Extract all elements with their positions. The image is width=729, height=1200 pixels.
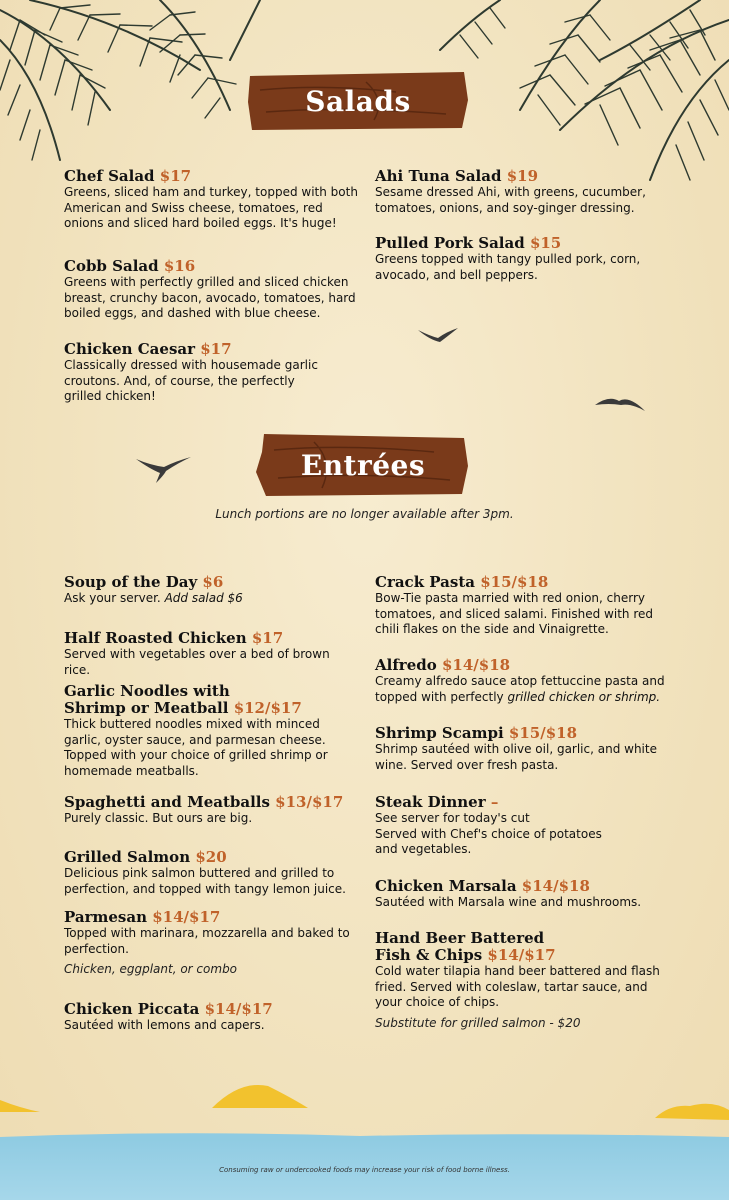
item-name: Shrimp Scampi bbox=[375, 724, 504, 742]
item-description: Bow-Tie pasta married with red onion, cherry tomatoes, and sliced salami. Finished with red chili flakes on the side and Vinaigrette. bbox=[375, 591, 653, 636]
menu-item bbox=[64, 574, 359, 630]
item-name-line2: Fish & Chips bbox=[375, 946, 483, 964]
item-description: Creamy alfredo sauce atop fettuccine pasta and topped with perfectly bbox=[375, 674, 665, 704]
item-price: $14/$17 bbox=[204, 1000, 273, 1018]
lunch-note: Lunch portions are no longer available after 3pm. bbox=[215, 507, 514, 521]
seagull-icon bbox=[595, 393, 645, 415]
item-price: – bbox=[490, 793, 499, 811]
menu-item bbox=[64, 794, 359, 849]
menu-item bbox=[375, 794, 667, 878]
entrees-right-column bbox=[375, 574, 667, 1031]
item-price: $15/$18 bbox=[480, 573, 549, 591]
item-name: Garlic Noodles with bbox=[64, 682, 230, 700]
item-name: Chicken Marsala bbox=[375, 877, 517, 895]
item-price: $14/$17 bbox=[152, 908, 221, 926]
menu-item bbox=[64, 630, 359, 683]
menu-item bbox=[375, 574, 667, 657]
rocks-decoration bbox=[0, 1078, 729, 1140]
item-price: $15 bbox=[529, 234, 562, 252]
item-subnote: Substitute for grilled salmon - $20 bbox=[375, 1015, 581, 1030]
item-description-italic: grilled chicken or shrimp. bbox=[507, 689, 661, 704]
menu-item bbox=[64, 341, 324, 405]
item-price: $17 bbox=[200, 340, 232, 358]
item-description-italic: Add salad $6 bbox=[164, 591, 243, 605]
salads-right-column bbox=[375, 168, 665, 283]
item-description-line2: Served with Chef's choice of potatoes bbox=[375, 826, 602, 841]
menu-item bbox=[64, 849, 359, 909]
item-description: Sesame dressed Ahi, with greens, cucumber, tomatoes, onions, and soy-ginger dressing. bbox=[375, 185, 646, 215]
seagull-icon bbox=[418, 326, 458, 344]
item-description: Shrimp sautéed with olive oil, garlic, and white wine. Served over fresh pasta. bbox=[375, 742, 657, 772]
item-description: Greens with perfectly grilled and sliced chicken breast, crunchy bacon, avocado, tomatoes, hard boiled eggs, and dashed with blue cheese. bbox=[64, 275, 356, 320]
seagull-icon bbox=[136, 455, 191, 485]
item-price: $14/$18 bbox=[521, 877, 590, 895]
item-price: $20 bbox=[195, 848, 227, 866]
item-description: Topped with marinara, mozzarella and baked to perfection. bbox=[64, 926, 350, 956]
salads-left-column bbox=[64, 168, 364, 405]
item-description: Served with vegetables over a bed of brown rice. bbox=[64, 647, 330, 677]
item-description: Ask your server. bbox=[64, 591, 161, 605]
item-name: Grilled Salmon bbox=[64, 848, 191, 866]
section-title-entrees: Entrées bbox=[300, 448, 426, 482]
item-name: Pulled Pork Salad bbox=[375, 234, 525, 252]
menu-item bbox=[64, 909, 359, 1001]
item-description: Purely classic. But ours are big. bbox=[64, 811, 253, 825]
item-description: Thick buttered noodles mixed with minced garlic, oyster sauce, and parmesan cheese. Topped with your choice of grilled shrimp or homemade meatballs. bbox=[64, 717, 328, 778]
entrees-heading-sign bbox=[254, 432, 472, 498]
salads-heading-sign bbox=[246, 70, 470, 132]
item-name: Chef Salad bbox=[64, 167, 155, 185]
item-price: $16 bbox=[163, 257, 196, 275]
item-description: Cold water tilapia hand beer battered and flash fried. Served with coleslaw, tartar sauce, and your choice of chips. bbox=[375, 964, 660, 1009]
item-subnote: Chicken, eggplant, or combo bbox=[64, 962, 238, 976]
item-price: $17 bbox=[159, 167, 192, 185]
menu-item bbox=[64, 683, 359, 794]
item-name: Ahi Tuna Salad bbox=[375, 167, 502, 185]
item-name: Steak Dinner bbox=[375, 793, 486, 811]
item-price: $6 bbox=[202, 573, 224, 591]
item-name: Spaghetti and Meatballs bbox=[64, 793, 270, 811]
item-price: $12/$17 bbox=[233, 699, 302, 717]
item-name: Parmesan bbox=[64, 908, 147, 926]
item-price: $13/$17 bbox=[275, 793, 344, 811]
menu-item bbox=[375, 235, 665, 283]
item-description: See server for today's cut bbox=[375, 811, 530, 825]
item-description: Sautéed with lemons and capers. bbox=[64, 1018, 265, 1032]
menu-item bbox=[64, 1001, 359, 1034]
item-price: $14/$17 bbox=[487, 946, 556, 964]
item-name: Crack Pasta bbox=[375, 573, 475, 591]
item-name: Chicken Caesar bbox=[64, 340, 196, 358]
item-name: Chicken Piccata bbox=[64, 1000, 200, 1018]
item-name: Alfredo bbox=[375, 656, 437, 674]
item-name: Soup of the Day bbox=[64, 573, 198, 591]
item-price: $17 bbox=[251, 629, 284, 647]
item-description: Greens, sliced ham and turkey, topped with both American and Swiss cheese, tomatoes, red onions and sliced hard boiled eggs. It's huge! bbox=[64, 185, 358, 230]
item-price: $19 bbox=[506, 167, 539, 185]
item-name: Cobb Salad bbox=[64, 257, 159, 275]
entrees-left-column bbox=[64, 574, 359, 1034]
item-description-line3: and vegetables. bbox=[375, 842, 472, 856]
menu-item bbox=[375, 930, 667, 1031]
item-name-line2: Shrimp or Meatball bbox=[64, 699, 229, 717]
item-price: $14/$18 bbox=[441, 656, 511, 674]
food-safety-disclaimer: Consuming raw or undercooked foods may increase your risk of food borne illness. bbox=[219, 1166, 510, 1174]
item-price: $15/$18 bbox=[508, 724, 578, 742]
menu-item bbox=[64, 168, 364, 258]
menu-item bbox=[375, 168, 665, 235]
item-description: Delicious pink salmon buttered and grilled to perfection, and topped with tangy lemon juice. bbox=[64, 866, 346, 896]
item-description: Sautéed with Marsala wine and mushrooms. bbox=[375, 895, 642, 909]
item-name: Half Roasted Chicken bbox=[64, 629, 247, 647]
menu-item bbox=[375, 878, 667, 930]
menu-item bbox=[375, 657, 667, 725]
menu-item bbox=[375, 725, 667, 794]
item-description: Classically dressed with housemade garlic croutons. And, of course, the perfectly grilled chicken! bbox=[64, 358, 318, 403]
item-name: Hand Beer Battered bbox=[375, 929, 545, 947]
item-description: Greens topped with tangy pulled pork, corn, avocado, and bell peppers. bbox=[375, 252, 641, 282]
menu-item bbox=[64, 258, 364, 341]
section-title-salads: Salads bbox=[305, 84, 411, 118]
